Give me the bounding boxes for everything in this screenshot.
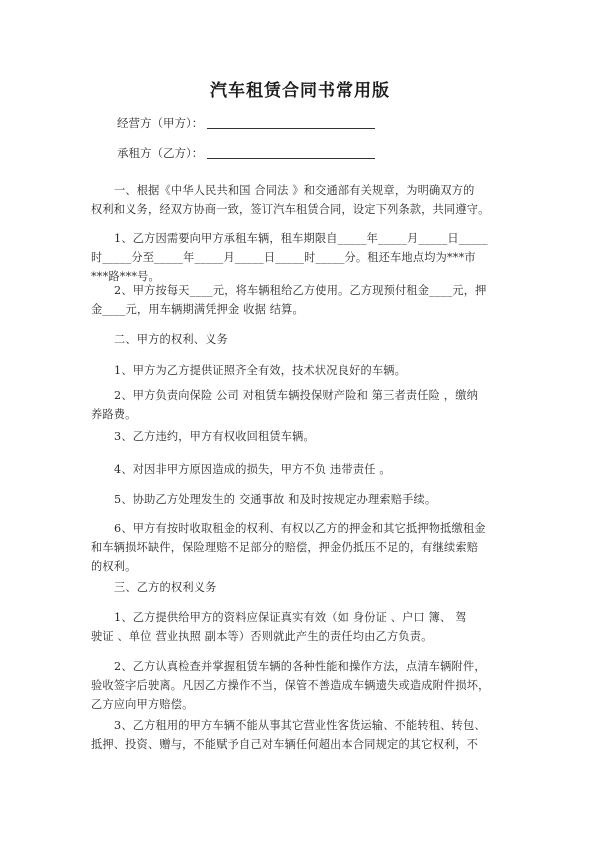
clause-2-2 [91,386,511,424]
text-line: 5、协助乙方处理发生的 交通事故 和及时按规定办理索赔手续。 [114,493,437,506]
clause-3-3 [91,716,511,754]
text-line: 3、乙方租用的甲方车辆不能从事其它营业性客货运输、不能转租、转包、 [114,719,486,732]
operator-party-line [117,115,375,131]
lessee-blank-underline [207,158,375,159]
clause-2-6 [91,519,511,576]
text-line: 2、乙方认真检查并掌握租赁车辆的各种性能和操作方法，点清车辆附件， [114,660,486,673]
text-line: ***路***号。 [91,270,160,283]
operator-blank-underline [207,128,375,129]
text-line: 4、对因非甲方原因造成的损失，甲方不负 违带责任 。 [114,463,391,476]
text-line: 1、乙方提供给甲方的资料应保证真实有效（如 身份证 、户口 簿、 驾 [114,611,467,624]
lessee-party-line [117,145,375,161]
text-line: 1、乙方因需要向甲方承租车辆，租车期限自_____年_____月_____日_____ [114,232,488,245]
text-line: 3、乙方违约，甲方有权收回租赁车辆。 [114,430,315,443]
text-line: 2、甲方按每天____元，将车辆租给乙方使用。乙方现预付租金____元，押 [114,284,487,297]
clause-1-1-rental-period [91,229,511,286]
text-line: 驶证 、单位 营业执照 副本等）否则就此产生的责任均由乙方负责。 [91,630,433,643]
text-line: 和车辆损坏缺件，保险理赔不足部分的赔偿，押金仍抵压不足的，有继续索赔 [91,541,479,554]
text-line: 2、甲方负责向保险 公司 对租赁车辆投保财产险和 第三者责任险 ，缴纳 [114,389,478,402]
section-heading-lessee-rights [91,578,511,597]
section-heading-lessor-rights [91,330,511,349]
text-line: 抵押、投资、赠与，不能赋予自己对车辆任何超出本合同规定的其它权利，不 [91,738,479,751]
text-line: 验收签字后驶离。凡因乙方操作不当，保管不善造成车辆遗失或造成附件损坏， [91,679,490,692]
clause-2-3 [91,427,511,446]
clause-1-2-rent-deposit [91,281,511,319]
text-line: 的权利。 [91,560,137,573]
text-line: 乙方应向甲方赔偿。 [91,698,194,711]
clause-3-1 [91,608,511,646]
text-line: 三、乙方的权利义务 [114,581,217,594]
clause-2-4 [91,460,511,479]
text-line: 权利和义务，经双方协商一致，签订汽车租赁合同，设定下列条款，共同遵守。 [91,203,490,216]
text-line: 二、甲方的权利、义务 [114,333,228,346]
text-line: 一、根据《中华人民共和国 合同法 》和交通部有关规章，为明确双方的 [114,184,475,197]
lessee-label: 承租方（乙方）： [117,146,204,160]
clause-3-2 [91,657,511,714]
document-title: 汽车租赁合同书常用版 [210,81,390,101]
clause-2-5 [91,490,511,509]
operator-label: 经营方（甲方）： [117,116,204,130]
text-line: 6、甲方有按时收取租金的权利、有权以乙方的押金和其它抵押物抵缴租金 [114,522,486,535]
text-line: 时_____分至_____年_____月_____日_____时_____分。租还车地点均为***市 [91,251,476,264]
clause-2-1 [91,361,511,380]
text-line: 养路费。 [91,408,137,421]
text-line: 1、甲方为乙方提供证照齐全有效，技术状况良好的车辆。 [114,364,407,377]
clause-intro [91,181,511,219]
text-line: 金____元，用车辆期满凭押金 收据 结算。 [91,303,304,316]
